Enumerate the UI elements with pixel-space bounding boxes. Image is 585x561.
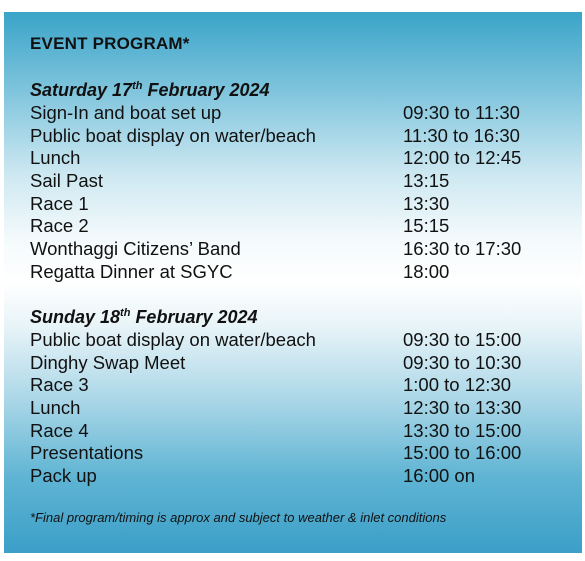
schedule-row [30, 329, 570, 352]
activity-label: Regatta Dinner at SGYC [30, 260, 233, 282]
schedule-list-saturday [30, 102, 570, 284]
day-heading-sunday [30, 307, 258, 328]
event-program-panel [4, 12, 582, 553]
day-heading-ordinal: th [120, 307, 131, 319]
day-heading-saturday [30, 80, 270, 101]
activity-label: Public boat display on water/beach [30, 124, 316, 146]
activity-time: 13:15 [403, 170, 450, 192]
activity-time: 09:30 to 10:30 [403, 351, 522, 373]
footnote: *Final program/timing is approx and subject to weather & inlet conditions [30, 510, 447, 525]
activity-label: Race 2 [30, 215, 89, 237]
schedule-row [30, 465, 570, 488]
activity-label: Race 1 [30, 192, 89, 214]
activity-label: Pack up [30, 465, 97, 487]
schedule-row [30, 420, 570, 443]
activity-label: Race 3 [30, 374, 89, 396]
activity-time: 09:30 to 11:30 [403, 102, 520, 123]
schedule-row [30, 397, 570, 420]
activity-label: Lunch [30, 397, 81, 419]
page-title: EVENT PROGRAM* [30, 34, 190, 53]
day-heading-ordinal: th [132, 80, 143, 92]
activity-label: Wonthaggi Citizens’ Band [30, 238, 241, 260]
activity-time: 13:30 to 15:00 [403, 419, 522, 441]
activity-label: Race 4 [30, 419, 89, 441]
activity-time: 12:00 to 12:45 [403, 147, 522, 169]
schedule-row [30, 102, 570, 125]
day-heading-text: February 2024 [142, 80, 270, 100]
activity-time: 1:00 to 12:30 [403, 374, 512, 396]
day-heading-text: Saturday 17 [30, 80, 133, 100]
schedule-row [30, 261, 570, 284]
activity-time: 12:30 to 13:30 [403, 397, 522, 419]
schedule-row [30, 170, 570, 193]
schedule-row [30, 147, 570, 170]
schedule-row [30, 442, 570, 465]
activity-time: 16:30 to 17:30 [403, 238, 522, 260]
activity-label: Sail Past [30, 170, 104, 192]
activity-label: Public boat display on water/beach [30, 329, 316, 350]
activity-time: 15:00 to 16:00 [403, 442, 522, 464]
activity-time: 15:15 [403, 215, 450, 237]
day-heading-text: Sunday 18 [30, 307, 121, 327]
activity-label: Sign-In and boat set up [30, 102, 222, 123]
schedule-row [30, 215, 570, 238]
activity-label: Presentations [30, 442, 144, 464]
activity-time: 09:30 to 15:00 [403, 329, 522, 350]
schedule-row [30, 125, 570, 148]
schedule-row [30, 193, 570, 216]
activity-time: 16:00 on [403, 465, 476, 487]
activity-time: 13:30 [403, 192, 450, 214]
day-heading-text: February 2024 [130, 307, 258, 327]
activity-time: 11:30 to 16:30 [403, 124, 520, 146]
schedule-row [30, 238, 570, 261]
activity-label: Dinghy Swap Meet [30, 351, 186, 373]
schedule-row [30, 352, 570, 375]
activity-label: Lunch [30, 147, 81, 169]
schedule-list-sunday [30, 329, 570, 488]
activity-time: 18:00 [403, 260, 450, 282]
schedule-row [30, 374, 570, 397]
